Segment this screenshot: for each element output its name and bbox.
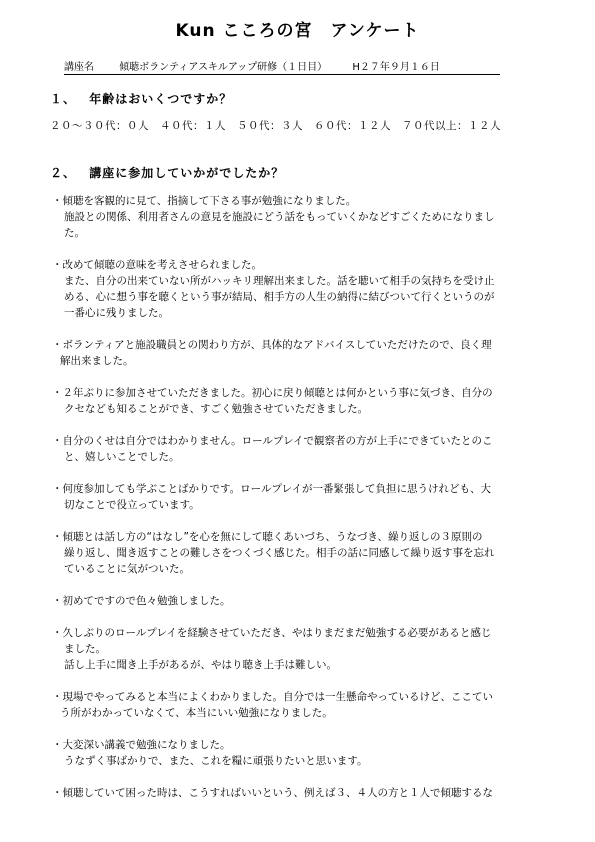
comment-list [52,193,552,817]
comment-line: ていることに気がついた。 [64,563,190,575]
course-date: H２７年９月１６日 [352,62,440,73]
comment-line: ました。 [64,643,106,655]
comment-line: 施設との関係、利用者さんの意見を施設にどう話をもっていくかなどすごくためになりまし [64,211,495,223]
question-2-text: 講座に参加していかがでしたか？ [89,166,285,180]
comment-line: ・自分のくせは自分ではわかりません。ロールプレイで観察者の方が上手にできていたとのこ [52,435,493,447]
comment-line: うなずく事ばかりで、また、これを糧に頑張りたいと思います。 [64,755,368,767]
age-distribution-answer: ２０～３０代：０人 ４０代：１人 ５０代：３人 ６０代：１２人 ７０代以上：１２人 [50,120,501,132]
comment-item [52,385,552,417]
comment-line: ・ボランティアと施設職員との関わり方が、具体的なアドバイスしていただけたので、良く理 [52,339,492,351]
comment-line: クセなども知ることができ、すごく勉強させていただきました。 [64,403,369,415]
comment-line: ・傾聴を客観的に見て、指摘して下さる事が勉強になりました。 [52,195,357,207]
comment-item [52,689,552,721]
comment-line: める、心に想う事を聴くという事が結局、相手方の人生の納得に結びついて行くというのが [64,291,495,303]
comment-item [52,433,552,465]
comment-line: 話し上手に聞き上手があるが、やはり聴き上手は難しい。 [64,659,337,671]
comment-line: ・傾聴していて困った時は、こうすればいいという、例えば３、４人の方と１人で傾聴するな [52,787,493,799]
question-1-heading [50,90,232,107]
comment-line: 切なことで役立っています。 [64,499,200,511]
comment-item [52,625,552,673]
comment-line: ・２年ぶりに参加させていただきました。初心に戻り傾聴とは何かという事に気づき、自分の [52,387,493,399]
comment-item [52,529,552,577]
comment-item [52,481,552,513]
question-1-number: １、 [50,92,77,106]
comment-line: 一番心に残りました。 [64,307,169,319]
comment-item [52,737,552,769]
course-name: 傾聴ボランティアスキルアップ研修（１日目） [119,62,328,73]
comment-line: た。 [64,227,85,239]
comment-line: ・何度参加しても学ぶことばかりです。ロールプレイが一番緊張して負担に思うけれども、大 [52,483,492,495]
comment-line: また、自分の出来ていない所がハッキリ理解出来ました。話を聴いて相手の気持ちを受け止 [64,275,495,287]
comment-line: う所がわかっていなくて、本当にいい勉強になりました。 [60,707,333,719]
comment-item [52,785,552,801]
comment-line: ・大変深い講義で勉強になりました。 [52,739,231,751]
comment-line: 繰り返し、聞き返すことの難しさをつくづく感じた。相手の話に同感して繰り返す事を忘れ [64,547,495,559]
comment-item [52,193,552,241]
comment-item [52,337,552,369]
comment-item [52,257,552,321]
document-title: Kun こころの宮 アンケート [175,21,420,41]
comment-item [52,593,552,609]
question-2-number: ２、 [50,166,77,180]
comment-line: ・初めてですので色々勉強しました。 [52,595,231,607]
comment-line: ・改めて傾聴の意味を考えさせられました。 [52,259,262,271]
question-1-text: 年齢はおいくつですか？ [89,92,233,106]
comment-line: 解出来ました。 [60,355,134,367]
course-label: 講座名 [64,62,94,73]
comment-line: ・現場でやってみると本当によくわかりました。自分では一生懸命やっているけど、ここてい [52,691,493,703]
comment-line: と、嬉しいことでした。 [64,451,180,463]
comment-line: ・傾聴とは話し方の“はなし”を心を無にして聴くあいづち、うなづき、繰り返しの３原則の [52,531,483,543]
question-2-heading [50,164,284,181]
comment-line: ・久しぶりのロールプレイを経験させていただき、やはりまだまだ勉強する必要があると感じ [52,627,492,639]
course-info-line [64,58,500,75]
